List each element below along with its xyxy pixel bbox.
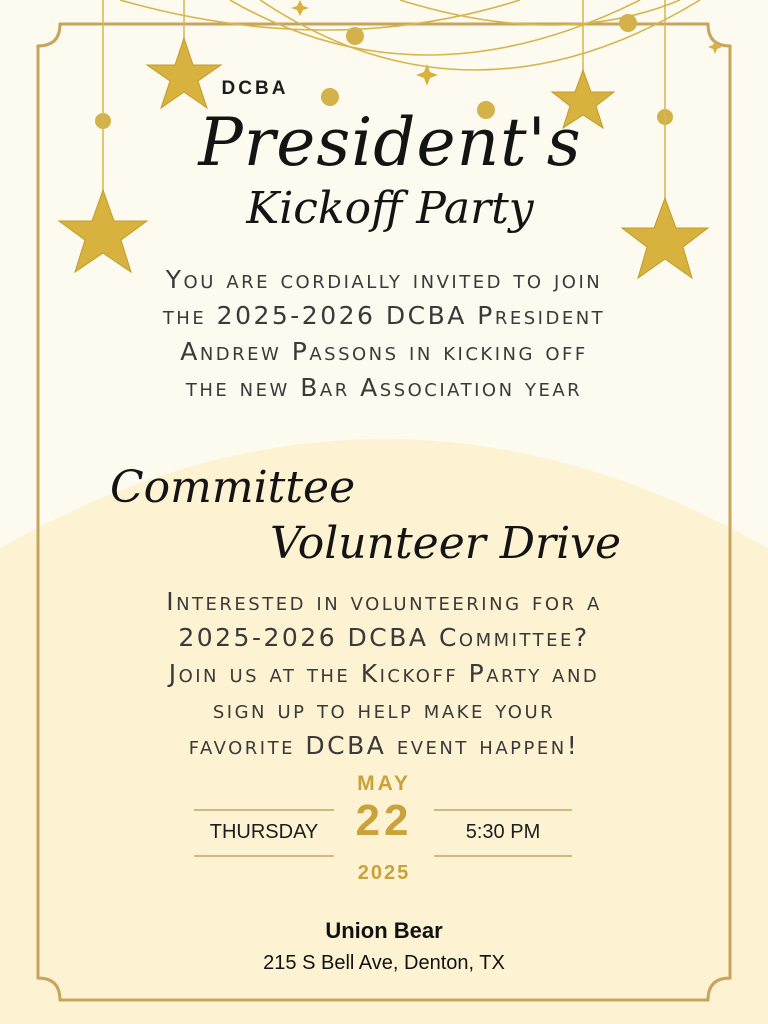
volunteer-line: 2025-2026 DCBA Committee?	[178, 623, 590, 652]
volunteer-line: Interested in volunteering for a	[166, 587, 602, 616]
invitation-line: the 2025-2026 DCBA President	[162, 301, 606, 330]
organization-label: DCBA	[221, 78, 289, 99]
star-icon	[59, 190, 147, 272]
volunteer-text	[60, 584, 708, 764]
invitation-line: You are cordially invited to join	[165, 265, 603, 294]
volunteer-line: favorite DCBA event happen!	[188, 731, 580, 760]
event-time: 5:30 PM	[465, 821, 541, 843]
event-month: MAY	[357, 772, 411, 795]
invitation-line: Andrew Passons in kicking off	[180, 337, 588, 366]
event-weekday: THURSDAY	[209, 821, 319, 843]
volunteer-line: Join us at the Kickoff Party and	[168, 659, 600, 688]
venue-address: 215 S Bell Ave, Denton, TX	[263, 952, 505, 974]
sparkle-icon	[291, 0, 309, 16]
heading-volunteer-drive: Volunteer Drive	[270, 518, 622, 569]
sparkle-icon	[708, 40, 722, 54]
event-year: 2025	[357, 862, 411, 884]
heading-committee: Committee	[110, 462, 356, 513]
invitation-text	[60, 262, 708, 406]
title-kickoff-party: Kickoff Party	[246, 183, 534, 234]
event-day: 22	[355, 796, 413, 845]
volunteer-line: sign up to help make your	[212, 695, 556, 724]
venue-name: Union Bear	[325, 918, 443, 943]
invitation-line: the new Bar Association year	[185, 373, 583, 402]
title-presidents: President's	[198, 104, 582, 181]
garland-strings	[120, 0, 700, 70]
